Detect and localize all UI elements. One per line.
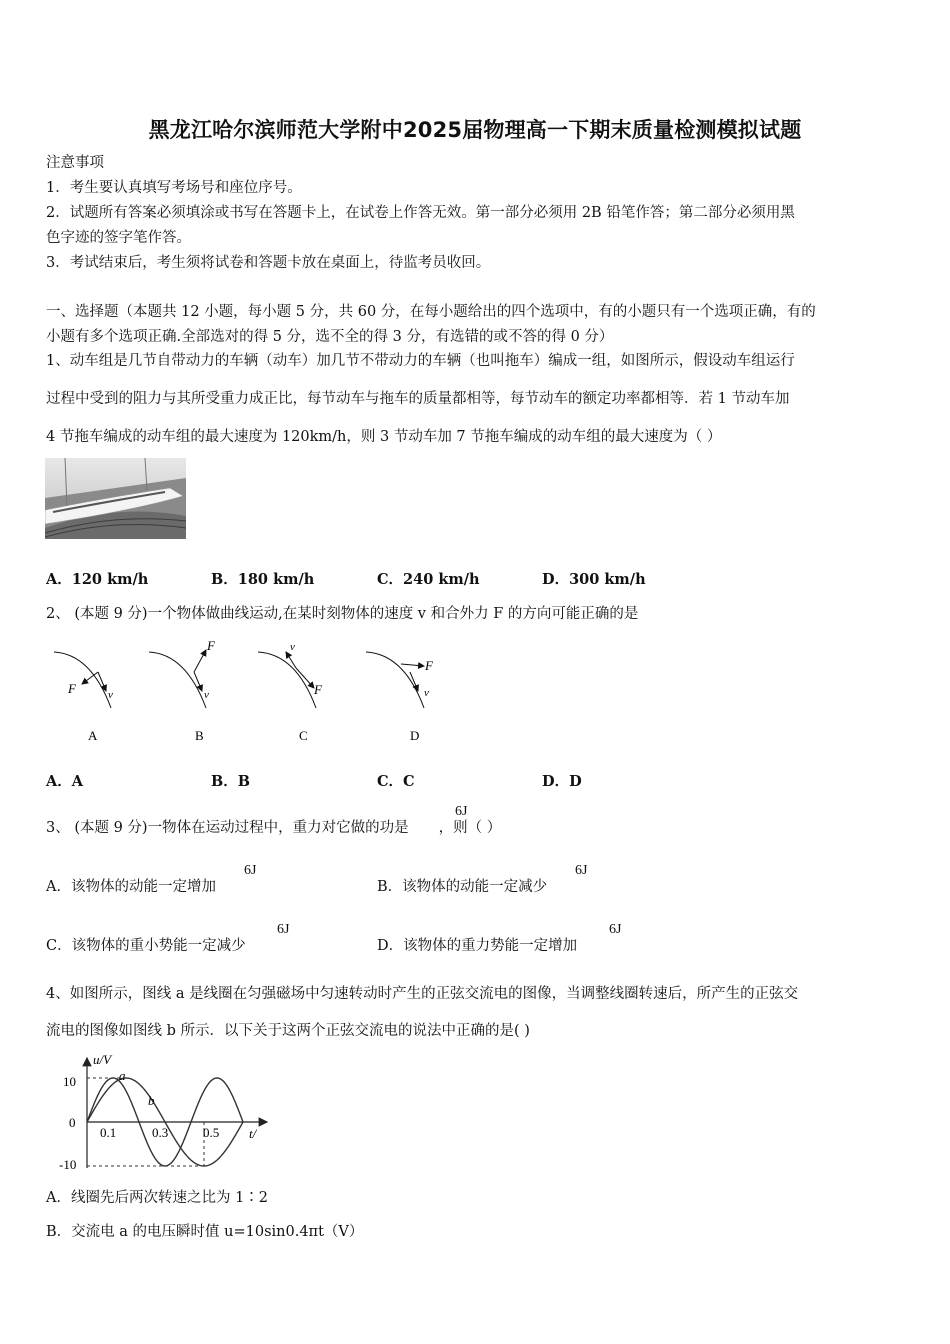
q2-figure: [46, 636, 466, 751]
figure-label-b: B: [195, 728, 204, 743]
section-heading: 一、选择题（本题共 12 小题，每小题 5 分，共 60 分，在每小题给出的四个选项中，有的小题只有一个选项正确，有的: [46, 304, 816, 320]
page-title: 黑龙江哈尔滨师范大学附中2025届物理高一下期末质量检测模拟试题: [148, 118, 802, 142]
q3-option-c-value: 6J: [277, 922, 290, 937]
force-label: F: [68, 681, 76, 696]
y-tick-label: -10: [59, 1157, 77, 1172]
y-tick-label: 0: [69, 1115, 76, 1130]
q4-option-a: A．线圈先后两次转速之比为 1∶2: [46, 1190, 269, 1206]
q3-stem-end: ，则（ ）: [438, 820, 502, 836]
x-tick-label: 0.5: [203, 1125, 220, 1140]
q3-option-a: A．该物体的动能一定增加: [46, 879, 216, 895]
y-axis-label: u/V: [93, 1052, 112, 1067]
q3-stem-text: 3、 (本题 9 分)一物体在运动过程中，重力对它做的功是: [46, 820, 409, 836]
q1-stem: 4 节拖车编成的动车组的最大速度为 120km/h，则 3 节动车加 7 节拖车编成的动车组的最大速度为（ ）: [46, 429, 722, 445]
notice-item: 1．考生要认真填写考场号和座位序号。: [46, 180, 302, 196]
q4-chart: [55, 1052, 275, 1174]
q2-option-a: A．A: [46, 773, 84, 790]
notice-item: 3．考试结束后，考生须将试卷和答题卡放在桌面上，待监考员收回。: [46, 255, 491, 271]
q3-option-d: D．该物体的重力势能一定增加: [377, 938, 578, 954]
q3-option-b: B．该物体的动能一定减少: [377, 879, 548, 895]
curve-d: [366, 652, 434, 743]
curve-a: [54, 652, 113, 743]
velocity-label: v: [424, 687, 429, 699]
x-axis-label: t/: [249, 1126, 257, 1141]
section-heading: 小题有多个选项正确.全部选对的得 5 分，选不全的得 3 分，有选错的或不答的得 0 分）: [46, 329, 614, 345]
q3-stem: [46, 818, 501, 838]
notice-item: 2．试题所有答案必须填涂或书写在答题卡上，在试卷上作答无效。第一部分必须用 2B 铅笔作答；第二部分必须用黑: [46, 205, 795, 221]
q1-option-c: C．240 km/h: [377, 571, 480, 588]
figure-label-a: A: [88, 728, 98, 743]
q2-stem: 2、 (本题 9 分)一个物体做曲线运动,在某时刻物体的速度 v 和合外力 F 的方向可能正确的是: [46, 606, 639, 622]
velocity-label: v: [290, 641, 295, 653]
q4-stem: 4、如图所示，图线 a 是线圈在匀强磁场中匀速转动时产生的正弦交流电的图像，当调整线圈转速后，所产生的正弦交: [46, 986, 799, 1002]
q1-stem: 过程中受到的阻力与其所受重力成正比，每节动车与拖车的质量都相等，每节动车的额定功率都相等．若 1 节动车加: [46, 391, 790, 407]
force-label: F: [207, 638, 215, 653]
velocity-label: v: [108, 689, 113, 701]
q1-stem: 1、动车组是几节自带动力的车辆（动车）加几节不带动力的车辆（也叫拖车）编成一组，如图所示，假设动车组运行: [46, 353, 795, 369]
x-tick-label: 0.1: [100, 1125, 117, 1140]
notice-heading: 注意事项: [46, 155, 104, 171]
figure-label-c: C: [299, 728, 308, 743]
series-b-label: b: [148, 1093, 155, 1108]
q2-option-c: C．C: [377, 773, 415, 790]
q2-option-b: B．B: [211, 773, 251, 790]
q3-option-c: C．该物体的重小势能一定减少: [46, 938, 246, 954]
force-label: F: [425, 658, 433, 673]
train-photo: [45, 458, 186, 539]
curve-b: [149, 638, 216, 743]
q4-stem: 流电的图像如图线 b 所示．以下关于这两个正弦交流电的说法中正确的是( ): [46, 1023, 530, 1039]
x-tick-label: 0.3: [152, 1125, 169, 1140]
figure-label-d: D: [410, 728, 420, 743]
q3-option-a-value: 6J: [244, 863, 257, 878]
q2-option-d: D．D: [542, 773, 582, 790]
q3-option-b-value: 6J: [575, 863, 588, 878]
velocity-label: v: [204, 689, 209, 701]
q1-option-a: A．120 km/h: [46, 571, 149, 588]
q1-option-b: B．180 km/h: [211, 571, 315, 588]
series-a-label: a: [119, 1068, 126, 1083]
notice-item: 色字迹的签字笔作答。: [46, 230, 191, 246]
curve-c: [258, 641, 323, 743]
q4-option-b: B．交流电 a 的电压瞬时值 u=10sin0.4πt（V）: [46, 1224, 364, 1240]
force-label: F: [314, 682, 322, 697]
q1-option-d: D．300 km/h: [542, 571, 646, 588]
q3-work-value: 6J: [455, 804, 468, 819]
y-tick-label: 10: [63, 1074, 76, 1089]
q3-option-d-value: 6J: [609, 922, 622, 937]
